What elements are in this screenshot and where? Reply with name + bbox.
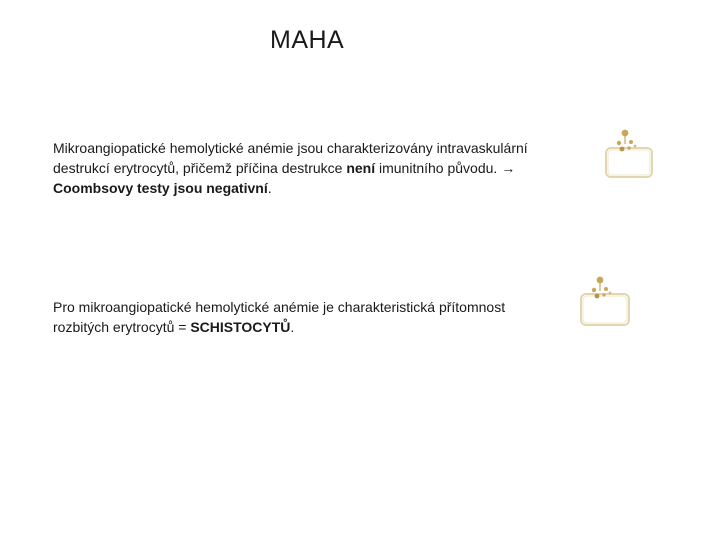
paragraph-line: Mikroangiopatické hemolytické anémie jsou charakterizovány intravaskulární — [53, 140, 528, 156]
text-run: imunitního původu. — [375, 160, 502, 176]
text-run: destrukcí erytrocytů, přičemž příčina destrukce — [53, 160, 347, 176]
text-run: rozbitých erytrocytů = — [53, 319, 191, 335]
bold-text: Coombsovy testy jsou negativní — [53, 180, 268, 196]
text-run: . — [267, 180, 272, 196]
paragraph-mikroangiopaticke — [53, 138, 613, 198]
ornament-gold-icon — [577, 274, 633, 330]
slide-title: MAHA — [270, 26, 345, 54]
bold-text: SCHISTOCYTŮ — [190, 319, 291, 335]
ornament-gold-icon — [600, 126, 656, 182]
bold-text: není — [346, 160, 376, 176]
text-run: . — [290, 319, 295, 335]
paragraph-line: Pro mikroangiopatické hemolytické anémie je charakteristická přítomnost — [53, 299, 506, 315]
arrow-right-icon: → — [501, 160, 516, 176]
paragraph-line — [53, 158, 613, 178]
paragraph-line — [53, 317, 583, 337]
paragraph-schistocyty — [53, 297, 583, 337]
paragraph-line — [53, 178, 613, 198]
